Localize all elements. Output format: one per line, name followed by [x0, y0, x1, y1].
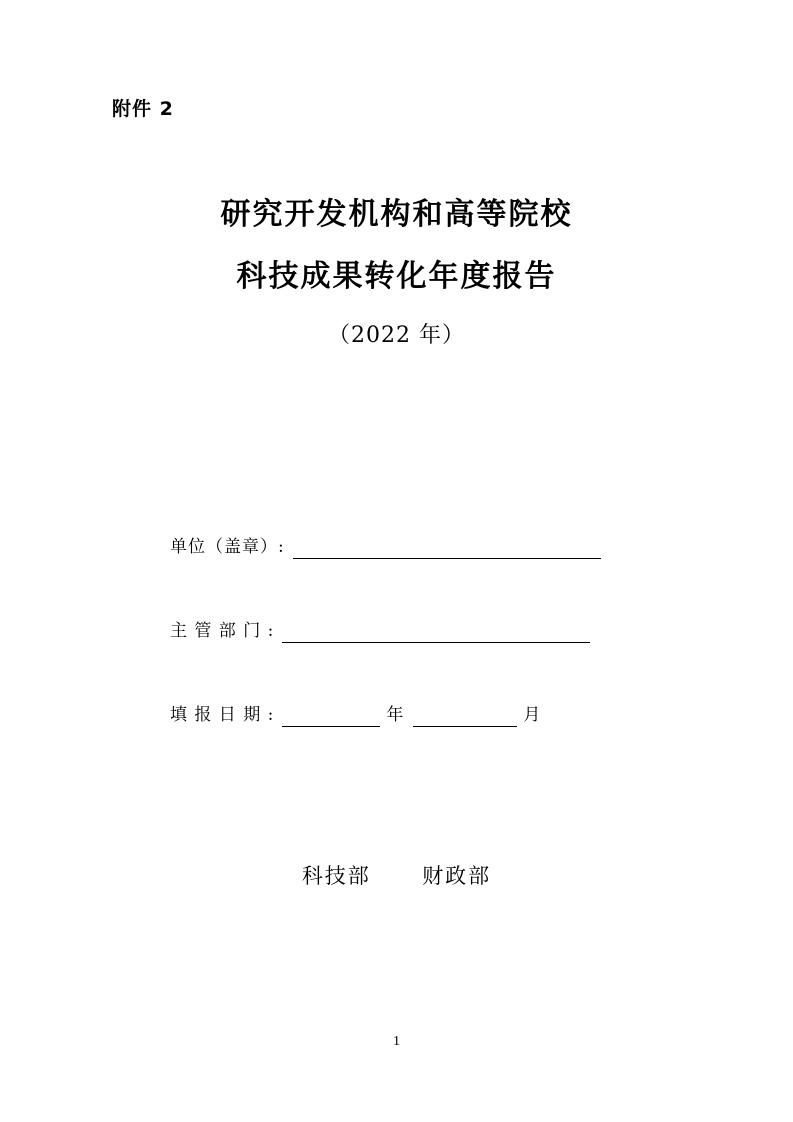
issuer-ministry-of-science: 科技部 — [301, 864, 371, 888]
unit-field-label: 单位（盖章）: — [170, 537, 285, 557]
date-field-label: 填 报 日 期 : — [170, 705, 275, 725]
page-title-line-1: 研究开发机构和高等院校 — [220, 197, 573, 232]
page-number: 1 — [393, 1034, 400, 1049]
date-month-unit: 月 — [523, 705, 541, 725]
date-year-input[interactable] — [282, 706, 380, 727]
issuer-ministry-of-finance: 财政部 — [422, 864, 492, 888]
title-block — [0, 197, 793, 349]
date-year-unit: 年 — [386, 705, 404, 725]
department-field-label: 主 管 部 门 : — [170, 621, 275, 641]
date-month-input[interactable] — [413, 706, 517, 727]
page-title-year: （2022 年） — [328, 323, 465, 348]
page-title-line-2: 科技成果转化年度报告 — [236, 259, 557, 294]
unit-field-input[interactable] — [293, 538, 601, 559]
field-row-department — [170, 599, 640, 643]
attachment-label: 附件 2 — [112, 98, 174, 120]
form-fields — [170, 515, 640, 767]
field-row-date — [170, 683, 640, 727]
issuers-line — [0, 860, 793, 890]
field-row-unit — [170, 515, 640, 559]
department-field-input[interactable] — [282, 622, 590, 643]
